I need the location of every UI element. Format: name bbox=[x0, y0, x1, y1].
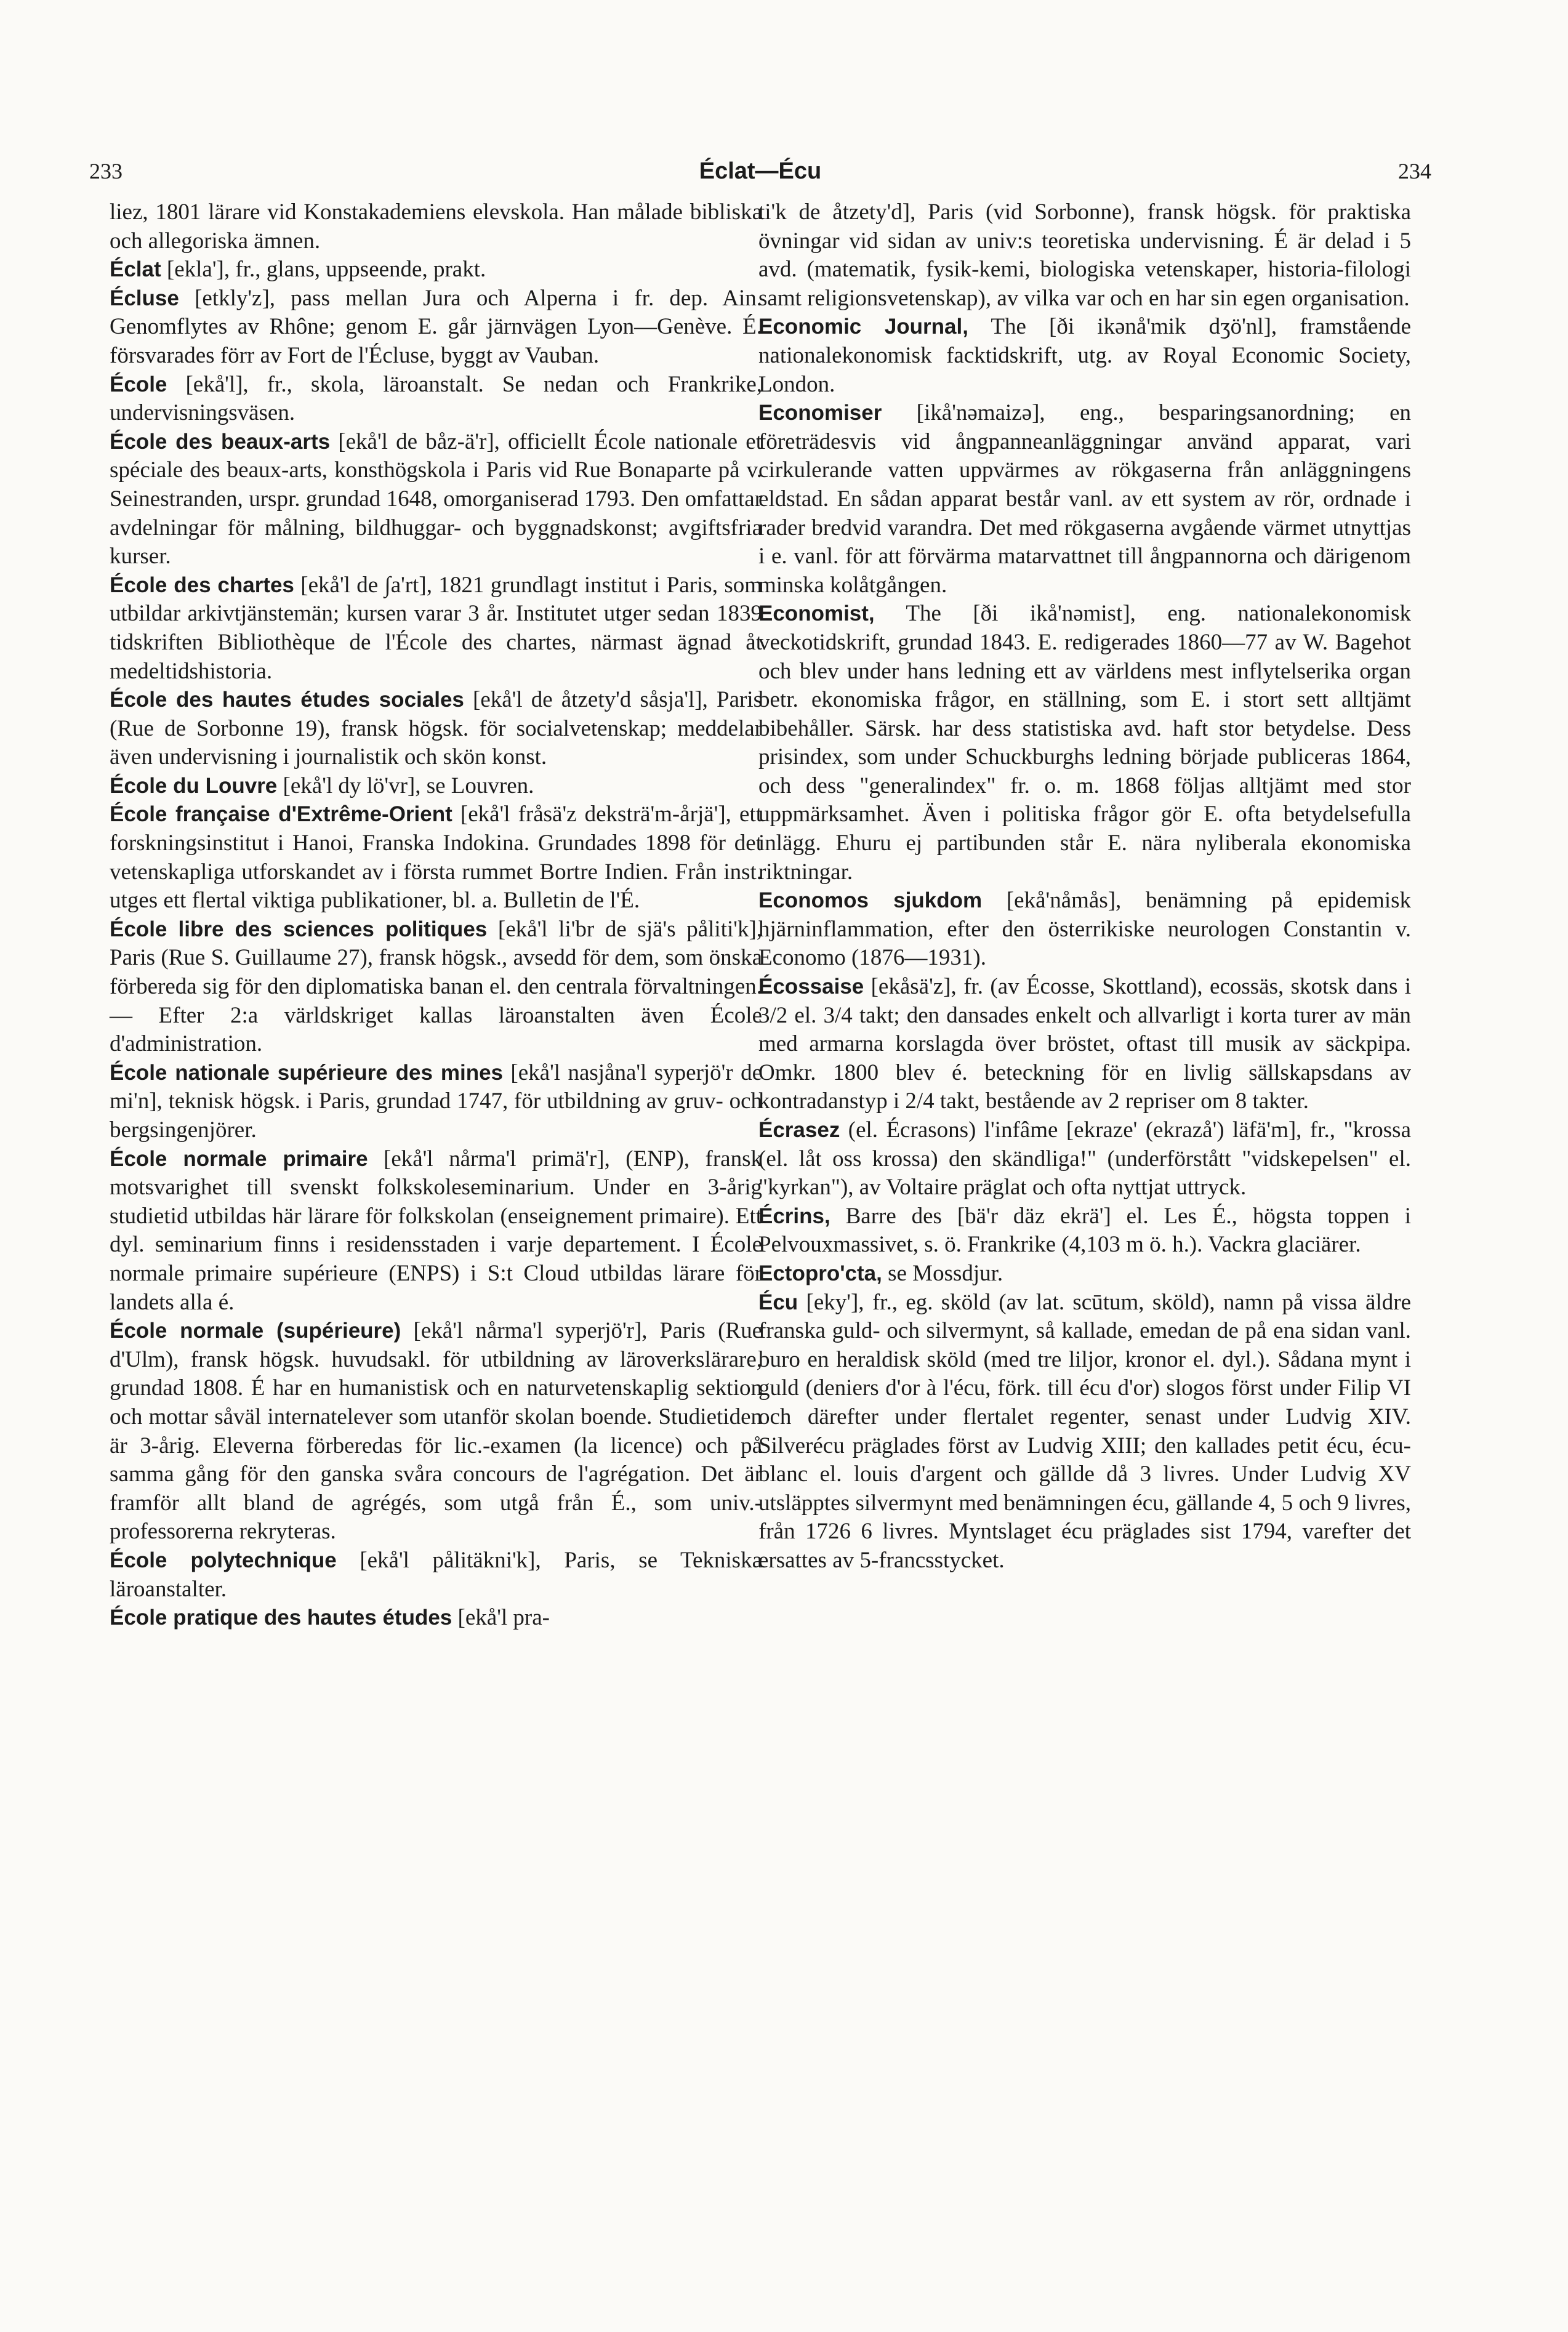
entry-text: [ekå'l nårma'l syperjö'r], Paris (Rue d'Ulm), fransk högsk. huvudsakl. för utbildning av läroverkslärare, grundad 1808. É har en humanistisk och en naturvetenskaplig sektion och mottar såväl internatelever som utanför skolan boende. Studietiden är 3-årig. Eleverna förberedas för lic.-examen (la licence) och på samma gång för den ganska svåra concours de l'agrégation. Det är framför allt bland de agrégés, som utgå från É., som univ.-professorerna rekryteras. bbox=[110, 1318, 762, 1545]
left-column bbox=[110, 198, 762, 1633]
dictionary-entry bbox=[758, 1116, 1411, 1202]
dictionary-entry bbox=[110, 772, 762, 801]
entry-text: [ekå'l de ∫a'rt], 1821 grundlagt institut i Paris, som utbildar arkivtjänstemän; kursen varar 3 år. Institutet utger sedan 1839 tidskriften Bibliothèque de l'École des chartes, närmast ägnad åt medeltidshistoria. bbox=[110, 572, 762, 684]
entry-text: The [ði ikå'nəmist], eng. nationalekonomisk veckotidskrift, grundad 1843. E. redigerades 1860—77 av W. Bagehot och blev under hans ledning ett av världens mest inflytelserika organ betr. ekonomiska frågor, en ställning, som E. i stort sett alltjämt bibehåller. Särsk. har dess statistiska avd. haft stor betydelse. Dess prisindex, som under Schuckburghs ledning började publiceras 1864, och dess "generalindex" fr. o. m. 1868 följas alltjämt med stor uppmärksamhet. Även i politiska frågor gör E. ofta betydelsefulla inlägg. Ehuru ej partibunden står E. nära nyliberala ekonomiska riktningar. bbox=[758, 601, 1411, 885]
running-title: Éclat—Écu bbox=[699, 158, 822, 184]
entry-headword: Écossaise bbox=[758, 975, 864, 999]
entry-text: [ekå'l de båz-ä'r], officiellt École nationale et spéciale des beaux-arts, konsthögskola i Paris vid Rue Bonaparte på v. Seinestranden, urspr. grundad 1648, omorganiserad 1793. Den omfattar avdelningar för målning, bildhuggar- och byggnadskonst; avgiftsfria kurser. bbox=[110, 428, 763, 569]
entry-text: [ekå'l nårma'l primä'r], (ENP), fransk motsvarighet till svenskt folkskoleseminarium. Under en 3-årig studietid utbildas här lärare för folkskolan (enseignement primaire). Ett dyl. seminarium finns i residensstaden i varje departement. I École normale primaire supérieure (ENPS) i S:t Cloud utbildas lärare för landets alla é. bbox=[110, 1146, 763, 1315]
entry-headword: École des hautes études sociales bbox=[110, 688, 464, 712]
dictionary-entry bbox=[758, 600, 1411, 887]
dictionary-entry bbox=[110, 571, 762, 686]
entry-text: [ekå'l], fr., skola, läroanstalt. Se nedan och Frankrike, undervisningsväsen. bbox=[110, 371, 762, 426]
entry-text: (el. Écrasons) l'infâme [ekraze' (ekrazå') läfä'm], fr., "krossa (el. låt oss krossa) den skändliga!" (underförstått "vidskepelsen" el. "kyrkan"), av Voltaire präglat och ofta nyttjat uttryck. bbox=[758, 1117, 1412, 1200]
entry-headword: École polytechnique bbox=[110, 1548, 337, 1572]
dictionary-entry bbox=[110, 255, 762, 284]
entry-headword: École des chartes bbox=[110, 573, 294, 597]
entry-headword: École française d'Extrême-Orient bbox=[110, 802, 452, 827]
dictionary-entry bbox=[758, 1260, 1411, 1289]
entry-headword: Economist, bbox=[758, 601, 875, 626]
entry-text: [ekå'l pra- bbox=[457, 1605, 550, 1631]
page-number-left: 233 bbox=[89, 159, 123, 183]
entry-text: [ekå'l nasjåna'l syperjö'r de mi'n], teknisk högsk. i Paris, grundad 1747, för utbildning av gruv- och bergsingenjörer. bbox=[110, 1059, 763, 1143]
entry-text: [eky'], fr., eg. sköld (av lat. scūtum, sköld), namn på vissa äldre franska guld- och silvermynt, så kallade, emedan de på ena sidan vanl. buro en heraldisk sköld (med tre liljor, kronor el. dyl.). Sådana mynt i guld (deniers d'or à l'écu, förk. till écu d'or) slogos först under Filip VI och därefter under flertalet regenter, senast under Ludvig XIV. Silverécu präglades först av Ludvig XIII; den kallades petit écu, écu-blanc el. louis d'argent och gällde då 3 livres. Under Ludvig XV utsläpptes silvermynt med benämningen écu, gällande 4, 5 och 9 livres, från 1726 6 livres. Myntslaget écu präglades sist 1794, varefter det ersattes av 5-francsstycket. bbox=[758, 1289, 1411, 1573]
dictionary-entry bbox=[110, 686, 762, 772]
dictionary-entry bbox=[110, 1317, 762, 1546]
entry-headword: École normale (supérieure) bbox=[110, 1319, 401, 1343]
entry-text: ti'k de åtzety'd], Paris (vid Sorbonne), fransk högsk. för praktiska övningar vid sidan av univ:s teoretiska undervisning. É är delad i 5 avd. (matematik, fysik-kemi, biologiska vetenskaper, historia-filologi samt religionsvetenskap), av vilka var och en har sin egen organisation. bbox=[758, 199, 1411, 311]
entry-text: [ekå'l dy lö'vr], se Louvren. bbox=[283, 773, 534, 798]
dictionary-entry bbox=[758, 313, 1411, 399]
entry-text: liez, 1801 lärare vid Konstakademiens elevskola. Han målade bibliska och allegoriska ämnen. bbox=[110, 199, 762, 254]
dictionary-entry bbox=[110, 1145, 762, 1317]
dictionary-entry bbox=[110, 1604, 762, 1633]
dictionary-entry bbox=[110, 198, 762, 255]
entry-headword: Economic Journal, bbox=[758, 315, 968, 339]
entry-text: The [ði ikənå'mik dʒö'nl], framstående nationalekonomisk facktidskrift, utg. av Royal Economic Society, London. bbox=[758, 314, 1411, 397]
dictionary-entry bbox=[110, 1059, 762, 1145]
dictionary-entry bbox=[758, 887, 1411, 973]
dictionary-entry bbox=[758, 1289, 1411, 1575]
dictionary-entry bbox=[110, 428, 762, 571]
entry-text: [ekå'nåmås], benämning på epidemisk hjärninflammation, efter den österrikiske neurologen Constantin v. Economo (1876—1931). bbox=[758, 888, 1412, 971]
entry-headword: Economiser bbox=[758, 401, 882, 425]
dictionary-entry bbox=[110, 284, 762, 371]
entry-text: se Mossdjur. bbox=[888, 1260, 1003, 1286]
page-number-right: 234 bbox=[1398, 159, 1431, 183]
dictionary-entry bbox=[110, 800, 762, 915]
entry-headword: Écluse bbox=[110, 286, 179, 310]
entry-text: Barre des [bä'r däz ekrä'] el. Les É., högsta toppen i Pelvouxmassivet, s. ö. Frankrike (4,103 m ö. h.). Vackra glaciärer. bbox=[758, 1203, 1412, 1258]
entry-text: [ekå'l pålitäkni'k], Paris, se Tekniska läroanstalter. bbox=[110, 1547, 762, 1602]
entry-headword: Écu bbox=[758, 1290, 798, 1314]
entry-headword: Economos sjukdom bbox=[758, 888, 983, 913]
dictionary-entry bbox=[110, 1546, 762, 1604]
dictionary-entry bbox=[758, 198, 1411, 313]
dictionary-entry bbox=[758, 973, 1411, 1116]
entry-text: [ekla'], fr., glans, uppseende, prakt. bbox=[166, 257, 486, 283]
entry-headword: École normale primaire bbox=[110, 1146, 368, 1171]
dictionary-entry bbox=[110, 915, 762, 1059]
entry-text: [ikå'nəmaizə], eng., besparingsanordning; en företrädesvis vid ångpanneanläggningar använd apparat, vari cirkulerande vatten uppvärmes av rökgaserna från anläggningens eldstad. En sådan apparat består vanl. av ett system av rör, ordnade i rader bredvid varandra. Det med rökgaserna avgående värmet utnyttjas i e. vanl. för att förvärma matarvattnet till ångpannorna och därigenom minska kolåtgången. bbox=[758, 400, 1411, 598]
entry-text: [ekå'l fråsä'z deksträ'm-årjä'], ett forskningsinstitut i Hanoi, Franska Indokina. Grundades 1898 för det vetenskapliga utforskandet av i första rummet Bortre Indien. Från inst. utges ett flertal viktiga publikationer, bl. a. Bulletin de l'É. bbox=[110, 802, 762, 914]
entry-headword: École libre des sciences politiques bbox=[110, 917, 488, 941]
entry-text: [ekå'l li'br de sjä's påliti'k], Paris (Rue S. Guillaume 27), fransk högsk., avsedd för dem, som önska förbereda sig för den diplomatiska banan el. den centrala förvaltningen. — Efter 2:a världskriget kallas läroanstalten även École d'administration. bbox=[110, 916, 763, 1057]
dictionary-entry bbox=[758, 399, 1411, 600]
entry-headword: École du Louvre bbox=[110, 773, 278, 798]
entry-headword: Écrasez bbox=[758, 1118, 840, 1142]
entry-headword: Écrins, bbox=[758, 1204, 830, 1228]
right-column bbox=[758, 198, 1411, 1575]
entry-headword: École des beaux-arts bbox=[110, 429, 331, 454]
entry-headword: École pratique des hautes études bbox=[110, 1606, 452, 1630]
entry-text: [ekå'l de åtzety'd såsja'l], Paris (Rue de Sorbonne 19), fransk högsk. för socialvetenskap; meddelar även undervisning i journalistik och skön konst. bbox=[110, 687, 762, 770]
entry-headword: École nationale supérieure des mines bbox=[110, 1060, 503, 1085]
page-header bbox=[89, 153, 1431, 190]
entry-text: [etkly'z], pass mellan Jura och Alperna i fr. dep. Ain. Genomflytes av Rhône; genom E. går järnvägen Lyon—Genève. É. försvarades förr av Fort de l'Écluse, byggt av Vauban. bbox=[110, 285, 763, 368]
dictionary-entry bbox=[758, 1202, 1411, 1260]
entry-headword: Éclat bbox=[110, 257, 161, 282]
entry-headword: Ectopro'cta, bbox=[758, 1261, 882, 1285]
dictionary-entry bbox=[110, 371, 762, 428]
entry-text: [ekåsä'z], fr. (av Écosse, Skottland), ecossäs, skotsk dans i 3/2 el. 3/4 takt; den dansades enkelt och allvarligt i korta turer av män med armarna korslagda över bröstet, oftast till musik av säckpipa. Omkr. 1800 blev é. beteckning för en livlig sällskapsdans av kontradanstyp i 2/4 takt, bestående av 2 repriser om 8 takter. bbox=[758, 974, 1411, 1114]
entry-headword: École bbox=[110, 372, 167, 396]
